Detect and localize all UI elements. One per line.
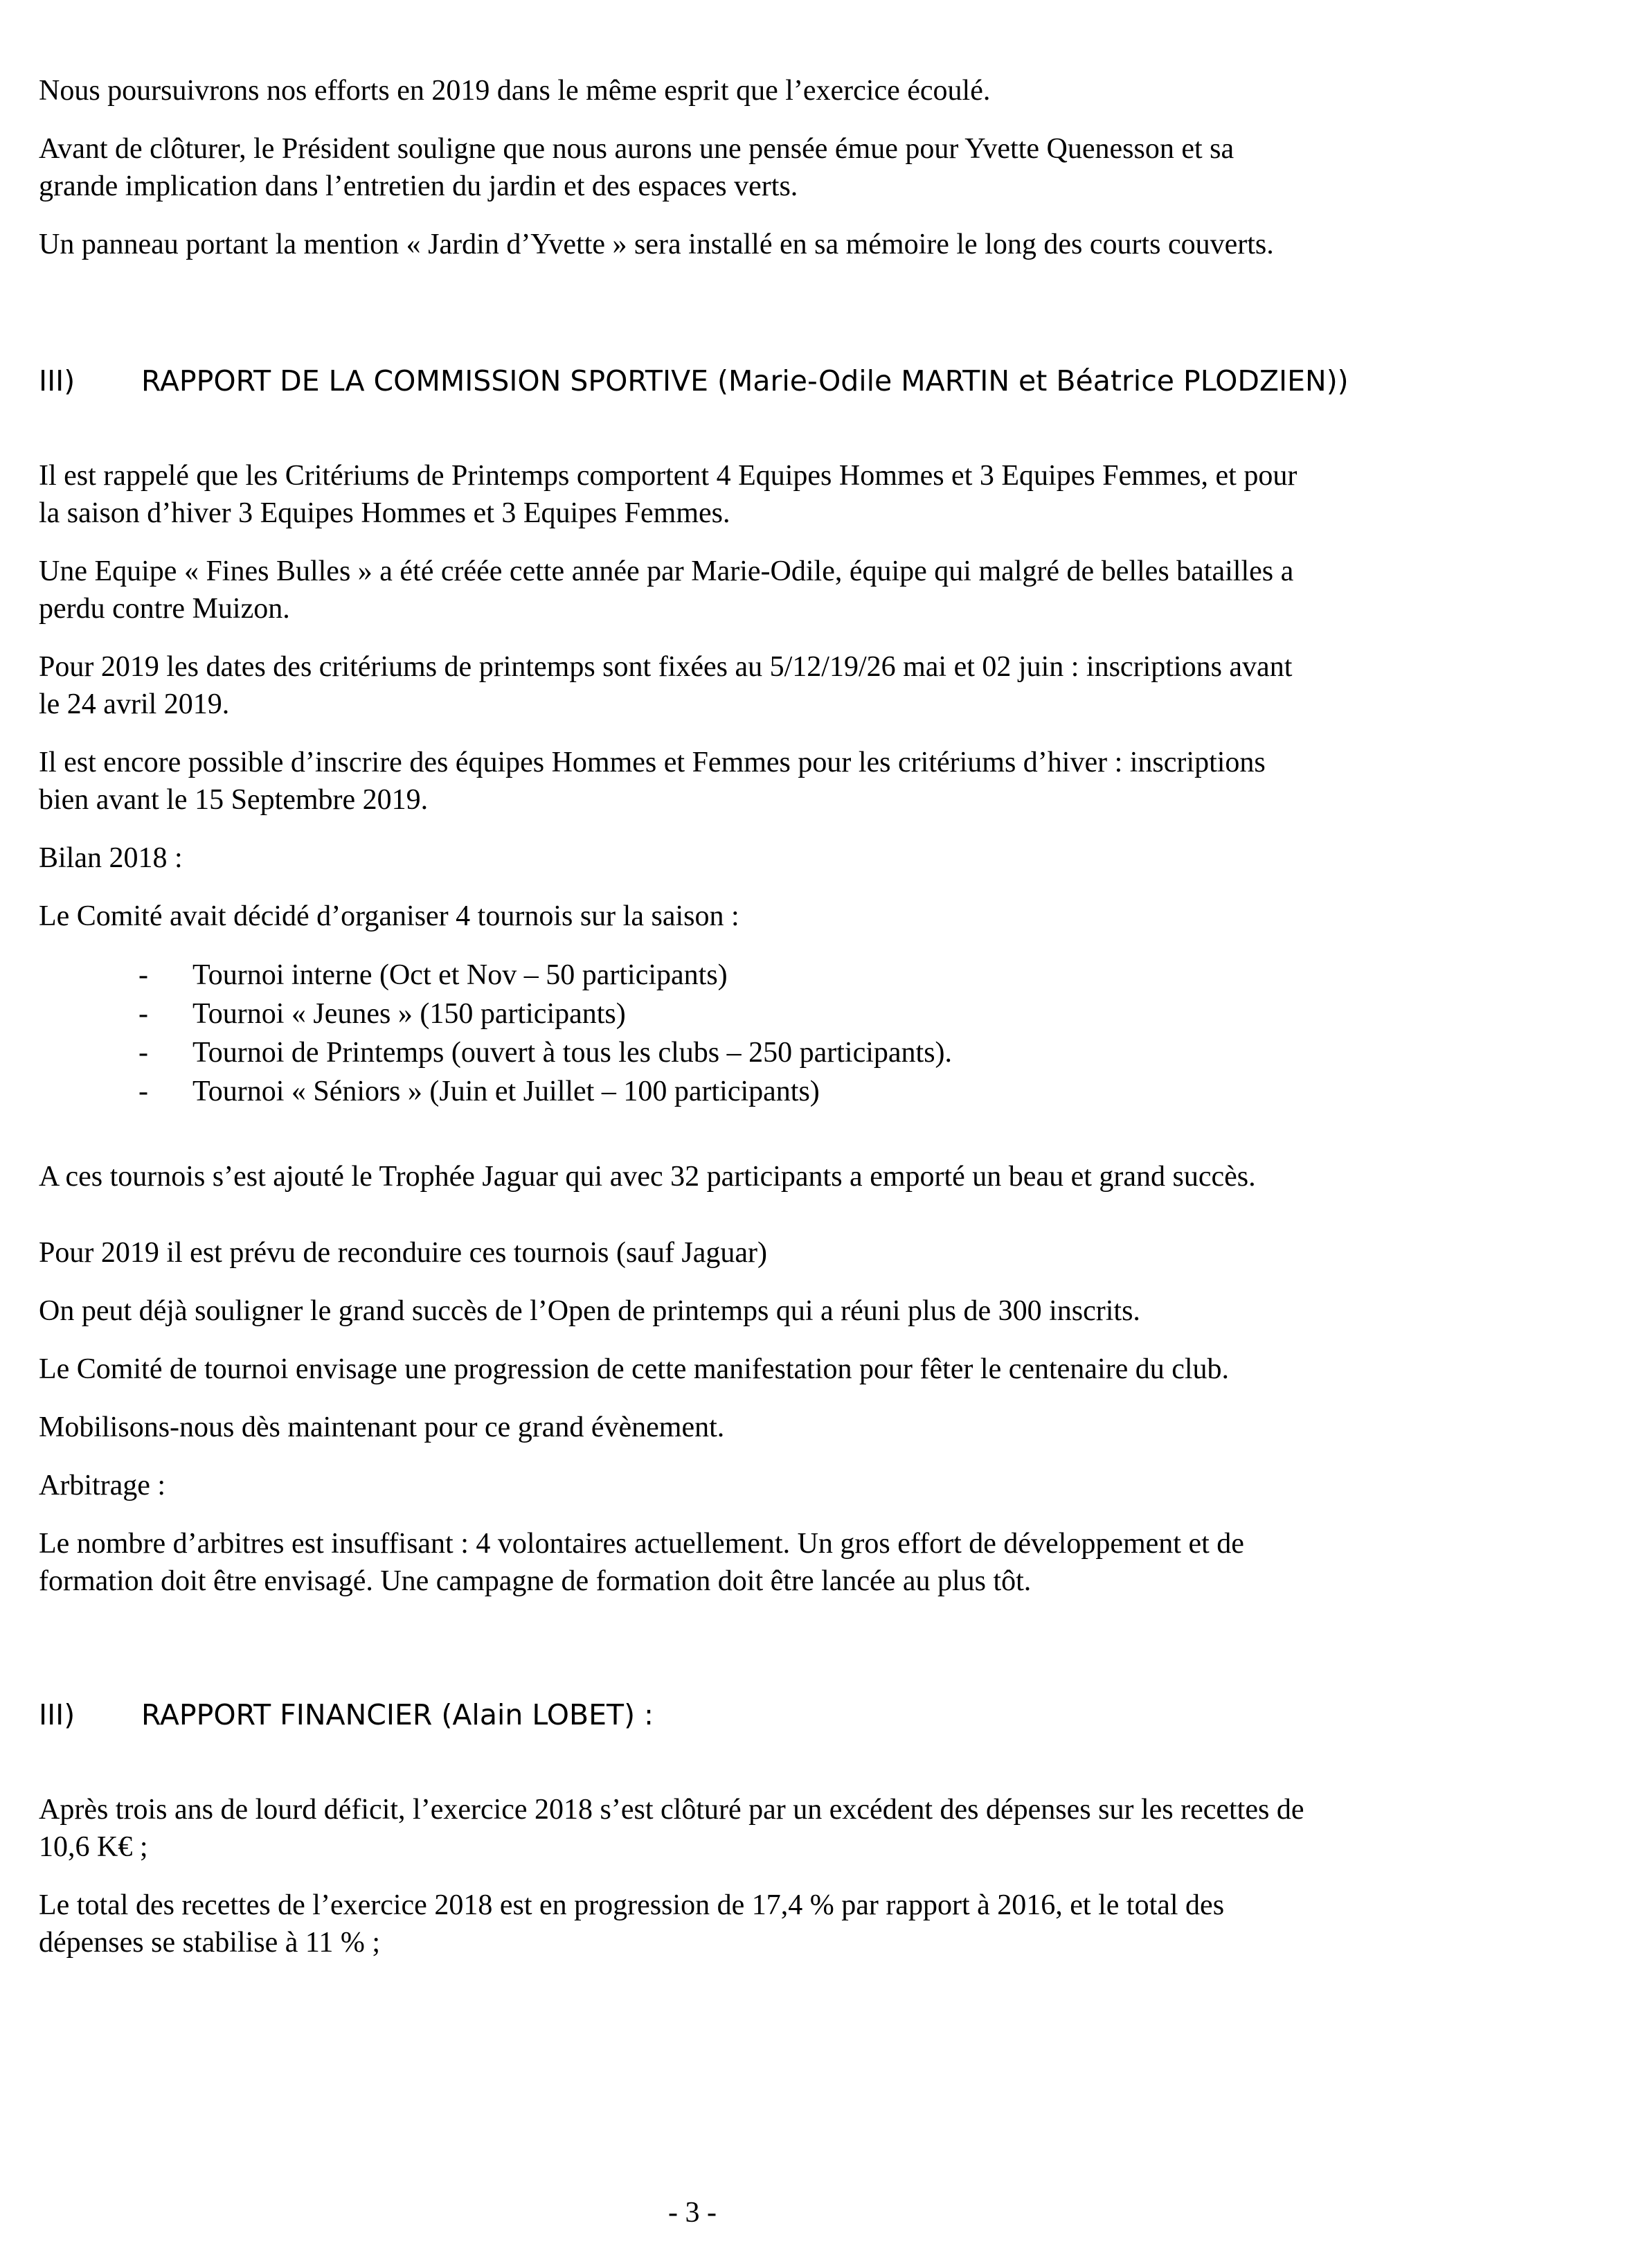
open-paragraph: On peut déjà souligner le grand succès de l’Open de printemps qui a réuni plus de 300 inscrits. xyxy=(39,1295,1140,1327)
sport-paragraph-2-line-2: perdu contre Muizon. xyxy=(39,593,290,625)
bullet-dash: - xyxy=(138,1037,148,1069)
sport-paragraph-1-line-2: la saison d’hiver 3 Equipes Hommes et 3 Equipes Femmes. xyxy=(39,497,730,529)
sport-paragraph-2-line-1: Une Equipe « Fines Bulles » a été créée cette année par Marie-Odile, équipe qui malgré de belles batailles a xyxy=(39,555,1294,587)
section-title: RAPPORT FINANCIER (Alain LOBET) : xyxy=(141,1698,654,1731)
list-item: - Tournoi de Printemps (ouvert à tous les clubs – 250 participants). xyxy=(138,1033,952,1072)
centenaire-paragraph: Le Comité de tournoi envisage une progression de cette manifestation pour fêter le centenaire du club. xyxy=(39,1353,1230,1385)
financier-paragraph-2-line-1: Le total des recettes de l’exercice 2018 est en progression de 17,4 % par rapport à 2016, et le total des xyxy=(39,1889,1225,1921)
financier-paragraph-1-line-1: Après trois ans de lourd déficit, l’exercice 2018 s’est clôturé par un excédent des dépenses sur les recettes de xyxy=(39,1794,1304,1826)
list-item: - Tournoi « Jeunes » (150 participants) xyxy=(138,995,952,1033)
list-item: - Tournoi « Séniors » (Juin et Juillet – 100 participants) xyxy=(138,1072,952,1111)
bilan-label: Bilan 2018 : xyxy=(39,842,183,874)
bullet-dash: - xyxy=(138,959,148,991)
section-number: III) xyxy=(39,1698,75,1731)
tournois-list xyxy=(138,956,952,1111)
sport-paragraph-1-line-1: Il est rappelé que les Critériums de Printemps comportent 4 Equipes Hommes et 3 Equipes Femmes, et pour xyxy=(39,460,1298,492)
list-item: - Tournoi interne (Oct et Nov – 50 participants) xyxy=(138,956,952,995)
bullet-dash: - xyxy=(138,1076,148,1107)
sport-paragraph-4-line-2: bien avant le 15 Septembre 2019. xyxy=(39,784,429,816)
bullet-dash: - xyxy=(138,998,148,1030)
sport-paragraph-3-line-1: Pour 2019 les dates des critériums de printemps sont fixées au 5/12/19/26 mai et 02 juin : inscriptions avant xyxy=(39,651,1293,683)
financier-paragraph-1-line-2: 10,6 K€ ; xyxy=(39,1831,148,1863)
sport-paragraph-3-line-2: le 24 avril 2019. xyxy=(39,688,230,720)
intro-paragraph-2-line-2: grande implication dans l’entretien du jardin et des espaces verts. xyxy=(39,170,798,202)
section-title: RAPPORT DE LA COMMISSION SPORTIVE (Marie-Odile MARTIN et Béatrice PLODZIEN)) xyxy=(141,364,1349,398)
mobilisons-paragraph: Mobilisons-nous dès maintenant pour ce grand évènement. xyxy=(39,1411,725,1443)
financier-paragraph-2-line-2: dépenses se stabilise à 11 % ; xyxy=(39,1927,380,1959)
arbitrage-line-1: Le nombre d’arbitres est insuffisant : 4 volontaires actuellement. Un gros effort de développement et de xyxy=(39,1528,1244,1560)
section-heading-sport xyxy=(39,363,1349,399)
bilan-intro: Le Comité avait décidé d’organiser 4 tournois sur la saison : xyxy=(39,900,739,932)
arbitrage-line-2: formation doit être envisagé. Une campagne de formation doit être lancée au plus tôt. xyxy=(39,1565,1032,1597)
intro-paragraph-1: Nous poursuivrons nos efforts en 2019 dans le même esprit que l’exercice écoulé. xyxy=(39,75,991,107)
section-number: III) xyxy=(39,364,75,398)
plan-2019-paragraph: Pour 2019 il est prévu de reconduire ces tournois (sauf Jaguar) xyxy=(39,1237,768,1269)
sport-paragraph-4-line-1: Il est encore possible d’inscrire des équipes Hommes et Femmes pour les critériums d’hiver : inscriptions xyxy=(39,747,1266,778)
intro-paragraph-2-line-1: Avant de clôturer, le Président souligne que nous aurons une pensée émue pour Yvette Quenesson et sa xyxy=(39,133,1234,165)
arbitrage-label: Arbitrage : xyxy=(39,1470,166,1501)
jaguar-paragraph: A ces tournois s’est ajouté le Trophée Jaguar qui avec 32 participants a emporté un beau et grand succès. xyxy=(39,1161,1256,1193)
page-number: - 3 - xyxy=(668,2197,717,2229)
intro-paragraph-3: Un panneau portant la mention « Jardin d’Yvette » sera installé en sa mémoire le long des courts couverts. xyxy=(39,229,1274,260)
section-heading-financier xyxy=(39,1697,654,1733)
